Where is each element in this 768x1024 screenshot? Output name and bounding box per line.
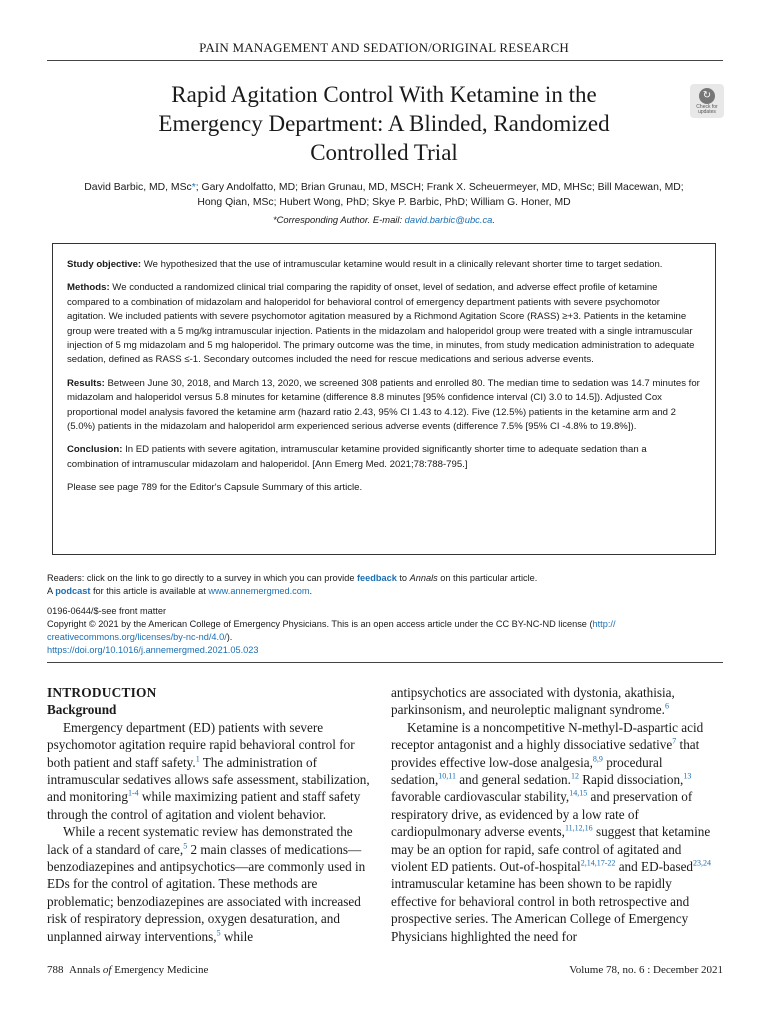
doi-note [47, 644, 723, 657]
abstract-box [52, 243, 716, 555]
running-head: PAIN MANAGEMENT AND SEDATION/ORIGINAL RESEARCH [199, 40, 569, 55]
methods-label: Methods: [67, 282, 110, 294]
citation-link[interactable]: 13 [683, 771, 692, 781]
doi-link[interactable]: https://doi.org/10.1016/j.annemergmed.2021.05.023 [47, 645, 259, 655]
paragraph-text: and ED-based [615, 859, 694, 875]
results-text: Between June 30, 2018, and March 13, 2020, we screened 308 patients and enrolled 80. The median time to sedation was 14.7 minutes for midazolam and haloperidol versus 5.8 minutes for ketamine (difference 8.8 minutes [95% confidence interval (CI) 3.0 to 14.5]). Adjusted Cox proportional model analysis favored the ketamine arm (hazard ratio 2.43, 95% CI 1.43 to 4.12). Five (12.5%) patients in the ketamine arm and 2 (5.0%) patients in the midazolam and haloperidol arm experienced serious adverse events (difference 7.5% [95% CI -4.8% to 19.8%]). [67, 377, 700, 433]
podcast-prefix: A [47, 586, 56, 596]
readers-note [47, 572, 723, 585]
issn-note: 0196-0644/$-see front matter [47, 606, 166, 616]
license-link-part-1[interactable]: http:// [592, 619, 616, 629]
corresp-label: *Corresponding Author. E-mail: [273, 214, 405, 225]
podcast-suffix: . [309, 586, 313, 596]
copyright-end: ). [226, 632, 233, 642]
check-for-updates-label: Check for updates [696, 103, 718, 115]
body-paragraph-4 [391, 719, 721, 945]
capsule-note: Please see page 789 for the Editor's Capsule Summary of this article. [67, 482, 363, 494]
readers-journal: Annals [409, 573, 438, 583]
citation-link[interactable]: 8,9 [592, 754, 603, 764]
citation-link[interactable]: 1-4 [127, 789, 139, 799]
paragraph-text: The administration of intramuscular sedatives allows safe assessment, stabilization, and monitoring [47, 754, 370, 805]
conclusion-label: Conclusion: [67, 444, 123, 456]
body-paragraph-2 [47, 823, 377, 945]
paragraph-text: Rapid dissociation, [578, 772, 684, 788]
author-line-1 [40, 180, 728, 195]
paragraph-text: antipsychotics are associated with dystonia, akathisia, parkinsonism, and neuroleptic malignant syndrome. [391, 685, 675, 718]
citation-link[interactable]: 7 [672, 736, 677, 746]
paragraph-text: and general sedation. [455, 772, 571, 788]
title-line-2: Emergency Department: A Blinded, Randomized [158, 111, 610, 136]
body-paragraph-1 [47, 719, 377, 823]
check-for-updates-icon: ↻ [699, 88, 715, 104]
journal-name-part: Emergency Medicine [111, 964, 209, 976]
paragraph-text: intramuscular ketamine has been shown to be rapidly effective for behavioral control in both retrospective and prospective series. The American College of Emergency Physicians highlighted the need for [391, 876, 690, 944]
copyright-note [47, 618, 723, 644]
other-authors: ; Gary Andolfatto, MD; Brian Grunau, MD, MSCH; Frank X. Scheuermeyer, MD, MHSc; Bill Macewan, MD; [195, 182, 684, 193]
section-heading: INTRODUCTION [47, 685, 157, 700]
paragraph-text: while maximizing patient and staff safety through the control of agitation and violent behavior. [47, 789, 361, 822]
body-paragraph-3 [391, 684, 721, 719]
podcast-note [47, 585, 723, 598]
corresp-suffix: . [492, 214, 495, 225]
methods-text: We conducted a randomized clinical trial comparing the rapidity of onset, level of sedation, and adverse effect profile of ketamine compared to a combination of midazolam and haloperidol for behavioral control of emergency department patients with severe psychomotor agitation. We included patients with severe psychomotor agitation measured by a Richmond Agitation Score (RASS) ≥+3. Patients in the ketamine group were treated with a 5 mg/kg intramuscular injection. Patients in the midazolam and haloperidol group were treated with a single intramuscular injection of 5 mg midazolam and 5 mg haloperidol. The primary outcome was the time, in minutes, from study medication administration to adequate sedation, defined as RASS ≤-1. Secondary outcomes included the need for rescue medications and serious adverse events. [67, 282, 695, 366]
abstract-methods [67, 281, 701, 367]
objective-label: Study objective: [67, 259, 142, 270]
title-line-3: Controlled Trial [310, 140, 458, 165]
author-list [40, 180, 728, 210]
citation-link[interactable]: 6 [664, 702, 669, 712]
paragraph-text: Ketamine is a noncompetitive N-methyl-D-aspartic acid receptor antagonist and a highly dissociative sedative [391, 719, 704, 753]
readers-suffix: on this particular article. [437, 573, 538, 583]
citation-link[interactable]: 14,15 [569, 789, 588, 799]
citation-link[interactable]: 5 [183, 841, 188, 851]
citation-link[interactable]: 10,11 [438, 771, 456, 781]
header-divider [47, 60, 723, 61]
paragraph-text: that provides effective low-dose analgesia, [391, 737, 700, 770]
corresponding-asterisk-link[interactable]: * [191, 182, 196, 193]
citation-link[interactable]: 1 [195, 754, 200, 764]
article-notes [47, 572, 723, 657]
citation-link[interactable]: 11,12,16 [564, 823, 593, 833]
copyright-text: Copyright © 2021 by the American College of Emergency Physicians. This is an open access article under the CC BY-NC-ND license ( [47, 619, 593, 629]
corresponding-author [0, 214, 768, 225]
author-line-2: Hong Qian, MSc; Hubert Wong, PhD; Skye P. Barbic, PhD; William G. Honer, MD [197, 197, 571, 208]
check-for-updates-button[interactable] [690, 84, 724, 118]
article-title [100, 80, 668, 167]
feedback-link[interactable]: feedback [356, 573, 397, 583]
readers-prefix: Readers: click on the link to go directly to a survey in which you can provide [47, 573, 357, 583]
abstract-results [67, 377, 701, 435]
paragraph-text: procedural sedation, [391, 754, 663, 788]
paragraph-text: favorable cardiovascular stability, [391, 789, 570, 805]
paragraph-text: suggest that ketamine may be an option for rapid, safe control of agitated and violent ED patients. Out-of-hospital [391, 824, 711, 875]
subsection-heading: Background [47, 702, 117, 718]
paragraph-text: Emergency department (ED) patients with severe psychomotor agitation require rapid behavioral control for both patient and staff safety. [47, 719, 355, 770]
paragraph-text: 2 main classes of medications—benzodiazepines and antipsychotics—are commonly used in EDs for the control of agitation. These methods are problematic; benzodiazepines are associated with increased risk of respiratory depression, oxygen desaturation, and unplanned airway interventions, [47, 841, 366, 944]
footer-issue: Volume 78, no. 6 : December 2021 [569, 964, 723, 976]
email-link[interactable]: david.barbic@ubc.ca [404, 214, 493, 225]
license-link-part-2[interactable]: creativecommons.org/licenses/by-nc-nd/4.0/ [47, 632, 227, 642]
journal-name-part: Annals [69, 964, 103, 976]
body-column-right [391, 684, 721, 945]
paragraph-text: while [220, 928, 254, 944]
body-column-left [47, 684, 377, 945]
objective-text: We hypothesized that the use of intramuscular ketamine would result in a clinically relevant shorter time to target sedation. [141, 259, 663, 270]
body-divider [47, 662, 723, 663]
abstract-objective [67, 258, 701, 272]
abstract-conclusion [67, 443, 701, 472]
journal-website-link[interactable]: www.annemergmed.com [208, 586, 310, 596]
readers-mid: to [396, 573, 410, 583]
citation-link[interactable]: 2,14,17-22 [580, 858, 616, 868]
podcast-link[interactable]: podcast [55, 586, 91, 596]
page-number: 788 [47, 964, 64, 976]
results-label: Results: [67, 377, 105, 389]
conclusion-text: In ED patients with severe agitation, intramuscular ketamine provided significantly shorter time to adequate sedation than a combination of intramuscular midazolam and haloperidol. [Ann Emerg Med. 2021;78:788-795.] [67, 444, 647, 470]
citation-link[interactable]: 23,24 [693, 858, 712, 868]
first-author: David Barbic, MD, MSc [84, 182, 192, 193]
citation-link[interactable]: 5 [216, 928, 221, 938]
paragraph-text: and preservation of respiratory drive, as evidenced by a low rate of cardiopulmonary adverse events, [391, 789, 693, 840]
footer-journal [47, 964, 208, 976]
title-line-1: Rapid Agitation Control With Ketamine in the [171, 82, 597, 107]
journal-name-part: of [102, 964, 112, 976]
citation-link[interactable]: 12 [570, 771, 579, 781]
podcast-mid: for this article is available at [90, 586, 209, 596]
paragraph-text: While a recent systematic review has demonstrated the lack of a standard of care, [47, 824, 353, 857]
